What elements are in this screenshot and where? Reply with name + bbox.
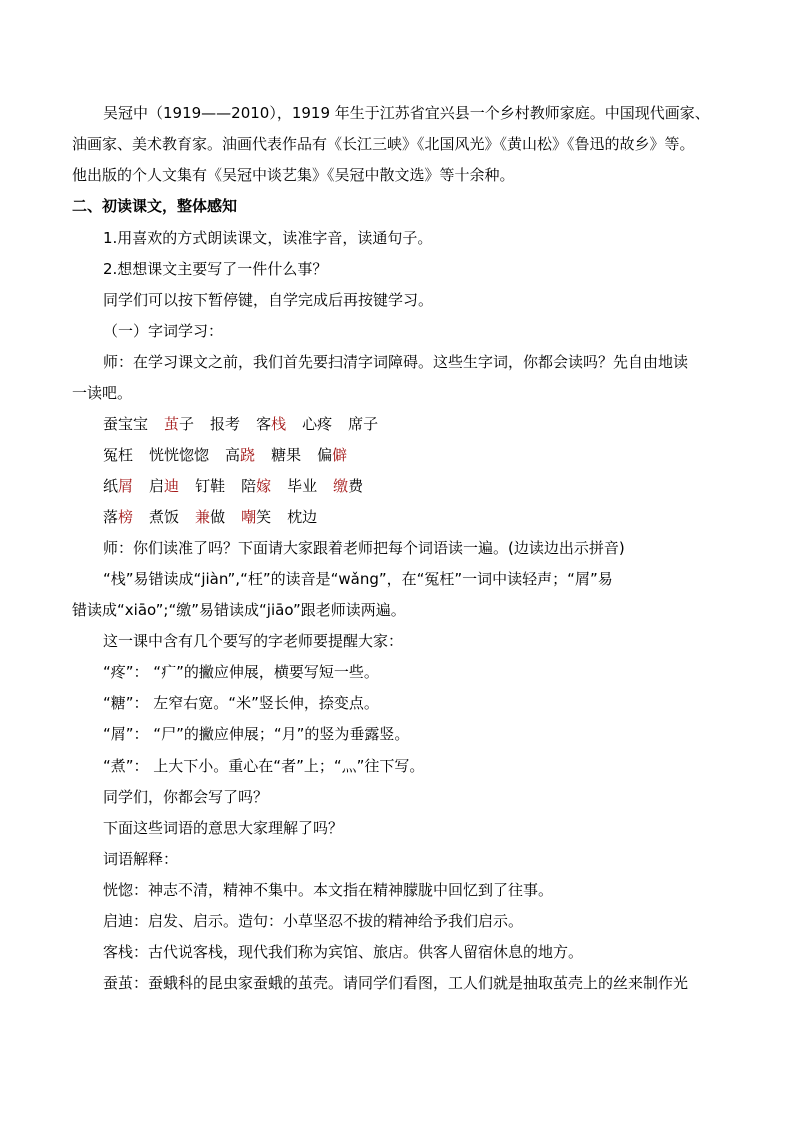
- vocab-word-text: 心疼: [302, 415, 333, 433]
- vocab-word: [256, 414, 286, 434]
- vocab-row: [103, 476, 743, 496]
- vocab-word-text: 报考: [210, 415, 241, 433]
- vocab-word: [302, 414, 332, 434]
- highlighted-character: 僻: [332, 446, 348, 464]
- vocab-word: [287, 476, 317, 496]
- vocab-word: [333, 476, 363, 496]
- highlighted-character: 兼: [195, 508, 211, 526]
- vocab-word: [195, 507, 225, 527]
- highlighted-character: 嘲: [241, 508, 257, 526]
- vocab-word-text: 笑: [256, 508, 272, 526]
- vocab-word-text: 子: [179, 415, 195, 433]
- section-heading: 二、初读课文，整体感知: [72, 197, 238, 215]
- vocab-word-text: 启: [149, 477, 165, 495]
- definition-qidi: 启迪：启发、启示。造句：小草坚忍不拔的精神给予我们启示。: [103, 912, 524, 930]
- writing-tip-tang: “糖”： 左窄右宽。“米”竖长伸，捺变点。: [103, 694, 379, 712]
- vocab-word: [287, 507, 317, 527]
- vocab-word: [103, 507, 133, 527]
- vocab-word: [103, 476, 133, 496]
- vocab-word-text: 冤枉: [103, 446, 134, 464]
- teacher-check: 师：你们读准了吗？下面请大家跟着老师把每个词语读一遍。(边读边出示拼音): [103, 539, 625, 557]
- vocab-word: [225, 445, 255, 465]
- intro-line-3: 他出版的个人文集有《吴冠中谈艺集》《吴冠中散文选》等十余种。: [72, 166, 515, 184]
- intro-line-1: 吴冠中（1919——2010），1919 年生于江苏省宜兴县一个乡村教师家庭。中国现代画家、: [103, 104, 710, 122]
- vocab-word-text: 落: [103, 508, 119, 526]
- writing-tip-zhu: “煮”： 上大下小。重心在“者”上；“灬”往下写。: [103, 757, 425, 775]
- highlighted-character: 茧: [164, 415, 180, 433]
- highlighted-character: 屑: [118, 477, 134, 495]
- task-2: 2.想想课文主要写了一件什么事？: [103, 260, 328, 278]
- vocab-row: [103, 507, 743, 527]
- intro-line-2: 油画家、美术教育家。油画代表作品有《长江三峡》《北国风光》《黄山松》《鲁迅的故乡》等。: [72, 135, 695, 153]
- vocab-word: [103, 445, 133, 465]
- vocab-row: [103, 445, 743, 465]
- vocab-word-text: 席子: [348, 415, 379, 433]
- highlighted-character: 迪: [164, 477, 180, 495]
- teacher-intro-line-2: 一读吧。: [72, 384, 133, 402]
- highlighted-character: 榜: [118, 508, 134, 526]
- vocab-word: [271, 445, 301, 465]
- vocab-word: [149, 507, 179, 527]
- writing-tip-teng: “疼”： “疒”的撇应伸展，横要写短一些。: [103, 663, 379, 681]
- highlighted-character: 缴: [333, 477, 349, 495]
- vocab-word: [241, 476, 271, 496]
- highlighted-character: 嫁: [256, 477, 272, 495]
- subheading-vocab: （一）字词学习：: [103, 322, 224, 340]
- vocab-word-text: 陪: [241, 477, 257, 495]
- vocab-word-text: 费: [348, 477, 364, 495]
- meaning-heading: 词语解释：: [103, 850, 179, 868]
- vocab-word: [164, 414, 194, 434]
- task-1: 1.用喜欢的方式朗读课文，读准字音，读通句子。: [103, 229, 433, 247]
- vocab-word: [103, 414, 148, 434]
- vocab-word: [317, 445, 347, 465]
- pinyin-note-line-1: “栈”易错读成“jiàn”,“枉”的读音是“wǎng”，在“冤枉”一词中读轻声；“屑”易: [103, 570, 613, 588]
- vocab-word-text: 枕边: [287, 508, 318, 526]
- vocab-word: [241, 507, 271, 527]
- vocab-word-text: 糖果: [271, 446, 302, 464]
- vocab-row: [103, 414, 743, 434]
- writing-intro: 这一课中含有几个要写的字老师要提醒大家：: [103, 632, 404, 650]
- meaning-question: 下面这些词语的意思大家理解了吗？: [103, 819, 344, 837]
- vocab-word-text: 钉鞋: [195, 477, 226, 495]
- vocab-word: [149, 476, 179, 496]
- definition-canjian: 蚕茧：蚕蛾科的昆虫家蚕蛾的茧壳。请同学们看图，工人们就是抽取茧壳上的丝来制作光: [103, 974, 689, 992]
- definition-huanghu: 恍惚：神志不清，精神不集中。本文指在精神朦胧中回忆到了往事。: [103, 881, 554, 899]
- vocab-word-text: 做: [210, 508, 226, 526]
- writing-tip-xie: “屑”： “尸”的撇应伸展；“月”的竖为垂露竖。: [103, 725, 410, 743]
- vocab-word: [348, 414, 378, 434]
- teacher-intro-line-1: 师：在学习课文之前，我们首先要扫清字词障碍。这些生字词，你都会读吗？先自由地读: [103, 353, 689, 371]
- vocab-word: [149, 445, 209, 465]
- vocab-word-text: 高: [225, 446, 241, 464]
- highlighted-character: 跷: [240, 446, 256, 464]
- vocab-word: [210, 414, 240, 434]
- vocab-word-text: 客: [256, 415, 272, 433]
- vocab-word: [195, 476, 225, 496]
- highlighted-character: 栈: [271, 415, 287, 433]
- writing-question: 同学们，你都会写了吗？: [103, 788, 269, 806]
- vocab-word-text: 毕业: [287, 477, 318, 495]
- vocab-word-text: 煮饭: [149, 508, 180, 526]
- vocab-word-text: 恍恍惚惚: [149, 446, 210, 464]
- pinyin-note-line-2: 错读成“xiāo”;“缴”易错读成“jiāo”跟老师读两遍。: [72, 601, 406, 619]
- vocab-word-text: 蚕宝宝: [103, 415, 149, 433]
- vocab-word-text: 纸: [103, 477, 119, 495]
- vocab-word-text: 偏: [317, 446, 333, 464]
- definition-kezhan: 客栈：古代说客栈，现代我们称为宾馆、旅店。供客人留宿休息的地方。: [103, 943, 584, 961]
- pause-note: 同学们可以按下暂停键，自学完成后再按键学习。: [103, 291, 434, 309]
